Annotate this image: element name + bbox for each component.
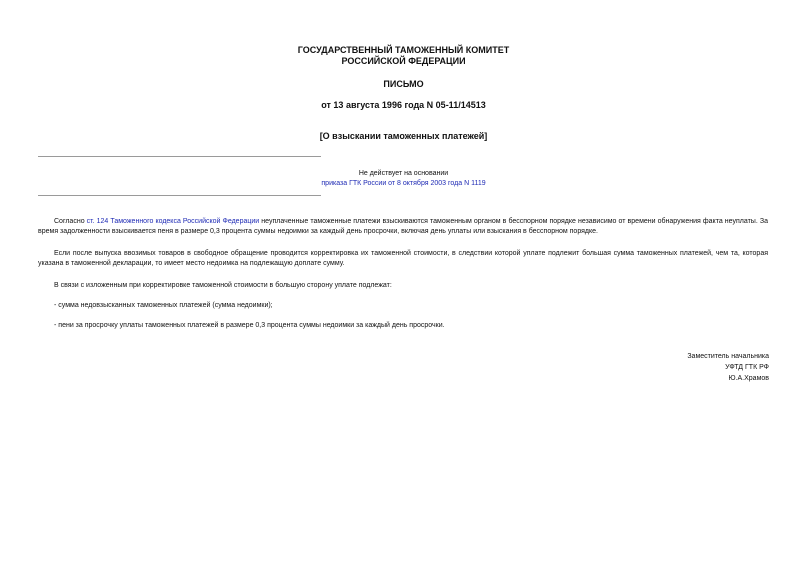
list-item-1: - сумма недовзысканных таможенных платежей (сумма недоимки); (54, 302, 273, 309)
repeal-order-link[interactable]: приказа ГТК России от 8 октября 2003 года N 1119 (321, 180, 486, 187)
document-subject: [О взыскании таможенных платежей] (319, 131, 488, 141)
signature-department: УФТД ГТК РФ (725, 364, 769, 371)
paragraph-1-prefix: Согласно (54, 218, 87, 225)
paragraph-3: В связи с изложенным при корректировке таможенной стоимости в большую сторону уплате подлежат: (54, 282, 392, 289)
issuer-name-line2: РОССИЙСКОЙ ФЕДЕРАЦИИ (341, 56, 466, 66)
paragraph-2: Если после выпуска ввозимых товаров в свободное обращение проводится корректировка их таможенной стоимости, в следствии которой уплате подлежит большая сумма таможенных платежей, чем та, которая указана в таможенной декларации, то имеет место недоимка на подлежащую доплате сумму. (38, 250, 768, 267)
separator-top (38, 156, 321, 157)
document-type: ПИСЬМО (383, 79, 424, 89)
list-item-2: - пени за просрочку уплаты таможенных платежей в размере 0,3 процента суммы недоимки за каждый день просрочки. (54, 322, 445, 329)
signature-position: Заместитель начальника (687, 353, 769, 360)
issuer-name-line1: ГОСУДАРСТВЕННЫЙ ТАМОЖЕННЫЙ КОМИТЕТ (297, 45, 510, 55)
signature-name: Ю.А.Храмов (728, 375, 769, 382)
separator-bottom (38, 195, 321, 196)
customs-code-article-link[interactable]: ст. 124 Таможенного кодекса Российской Федерации (86, 218, 260, 225)
paragraph-1-text: неуплаченные таможенные платежи взыскиваются таможенным органом в бесспорном порядке независимо от времени обнаружения факта неуплаты. За время задолженности взыскивается пеня в размере 0,3 процента суммы недоимки за каждый день просрочки, включая день уплаты или взыскания в бесспорном порядке. (38, 218, 768, 235)
paragraph-1 (38, 217, 768, 237)
status-note-text: Не действует на основании (358, 170, 449, 177)
document-date-number: от 13 августа 1996 года N 05-11/14513 (321, 100, 486, 110)
